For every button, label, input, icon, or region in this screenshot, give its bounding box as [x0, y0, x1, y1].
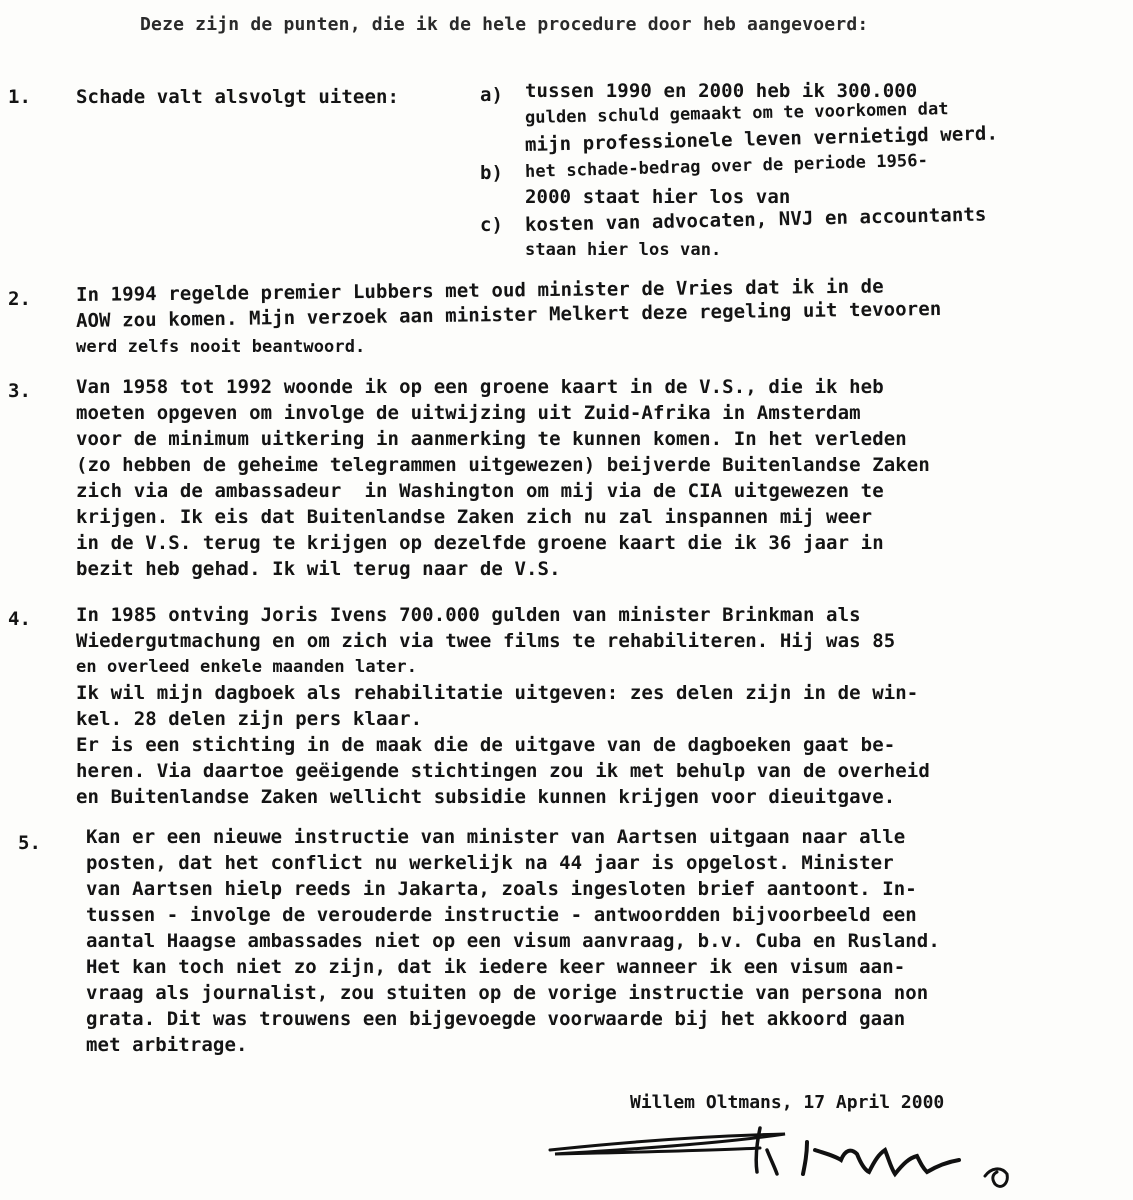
item-4-line-1: In 1985 ontving Joris Ivens 700.000 gulden van minister Brinkman als	[76, 604, 861, 626]
document-heading: Deze zijn de punten, die ik de hele procedure door heb aangevoerd:	[140, 14, 869, 35]
item-5-line-9: met arbitrage.	[86, 1034, 248, 1056]
item-3-line-8: bezit heb gehad. Ik wil terug naar de V.S.	[76, 558, 561, 580]
item-2-line-3: werd zelfs nooit beantwoord.	[76, 337, 366, 357]
item-5-number: 5.	[18, 832, 41, 854]
item-4-line-2: Wiedergutmachung en om zich via twee films te rehabiliteren. Hij was 85	[76, 630, 896, 652]
item-5-line-8: grata. Dit was trouwens een bijgevoegde voorwaarde bij het akkoord gaan	[86, 1008, 906, 1030]
item-5-line-6: Het kan toch niet zo zijn, dat ik iedere keer wanneer ik een visum aan-	[86, 956, 906, 978]
item-2-line-2: AOW zou komen. Mijn verzoek aan minister Melkert deze regeling uit tevooren	[75, 297, 942, 332]
item-2-line-1: In 1994 regelde premier Lubbers met oud minister de Vries dat ik in de	[75, 275, 884, 306]
item-5-line-3: van Aartsen hielp reeds in Jakarta, zoals ingesloten brief aantoont. In-	[86, 878, 917, 900]
item-3-line-1: Van 1958 tot 1992 woonde ik op een groene kaart in de V.S., die ik heb	[76, 376, 884, 398]
item-3-line-6: krijgen. Ik eis dat Buitenlandse Zaken zich nu zal inspannen mij weer	[76, 506, 873, 528]
item-4-line-5: kel. 28 delen zijn pers klaar.	[76, 708, 423, 730]
item-3-line-2: moeten opgeven om involge de uitwijzing uit Zuid-Afrika in Amsterdam	[76, 402, 861, 424]
item-1b-letter: b)	[480, 162, 503, 184]
item-1a-letter: a)	[480, 84, 503, 106]
item-1c-line-2: staan hier los van.	[525, 240, 722, 260]
item-1c-letter: c)	[480, 214, 503, 236]
item-1a-line-2: gulden schuld gemaakt om te voorkomen dat	[524, 99, 949, 128]
item-1b-line-1: het schade-bedrag over de periode 1956-	[524, 150, 929, 182]
item-4-number: 4.	[8, 608, 31, 630]
item-3-line-7: in de V.S. terug te krijgen op dezelfde groene kaart die ik 36 jaar in	[76, 532, 884, 554]
item-5-line-7: vraag als journalist, zou stuiten op de vorige instructie van persona non	[86, 982, 929, 1004]
item-4-line-3: en overleed enkele maanden later.	[76, 657, 418, 677]
item-3-line-5: zich via de ambassadeur in Washington om mij via de CIA uitgewezen te	[76, 480, 884, 502]
handwritten-signature	[545, 1120, 1045, 1200]
item-1a-line-1: tussen 1990 en 2000 heb ik 300.000	[525, 80, 918, 102]
item-3-number: 3.	[8, 380, 31, 402]
item-5-line-1: Kan er een nieuwe instructie van minister van Aartsen uitgaan naar alle	[86, 826, 906, 848]
item-1b-line-2: 2000 staat hier los van	[525, 186, 791, 208]
item-1-intro: Schade valt alsvolgt uiteen:	[76, 86, 400, 108]
item-5-line-2: posten, dat het conflict nu werkelijk na 44 jaar is opgelost. Minister	[86, 852, 894, 874]
item-3-line-3: voor de minimum uitkering in aanmerking te kunnen komen. In het verleden	[76, 428, 907, 450]
item-1c-line-1: kosten van advocaten, NVJ en accountants	[524, 203, 987, 236]
item-4-line-6: Er is een stichting in de maak die de uitgave van de dagboeken gaat be-	[76, 734, 896, 756]
item-3-line-4: (zo hebben de geheime telegrammen uitgewezen) beijverde Buitenlandse Zaken	[76, 454, 930, 476]
item-4-line-7: heren. Via daartoe geëigende stichtingen zou ik met behulp van de overheid	[76, 760, 930, 782]
item-1a-line-3: mijn professionele leven vernietigd werd.	[524, 122, 999, 156]
item-5-line-5: aantal Haagse ambassades niet op een visum aanvraag, b.v. Cuba en Rusland.	[86, 930, 940, 952]
item-2-number: 2.	[8, 288, 31, 310]
item-1-number: 1.	[8, 86, 31, 108]
item-4-line-4: Ik wil mijn dagboek als rehabilitatie uitgeven: zes delen zijn in de win-	[76, 682, 919, 704]
item-5-line-4: tussen - involge de verouderde instructie - antwoordden bijvoorbeeld een	[86, 904, 917, 926]
item-4-line-8: en Buitenlandse Zaken wellicht subsidie kunnen krijgen voor dieuitgave.	[76, 786, 896, 808]
signoff-line: Willem Oltmans, 17 April 2000	[630, 1092, 945, 1113]
